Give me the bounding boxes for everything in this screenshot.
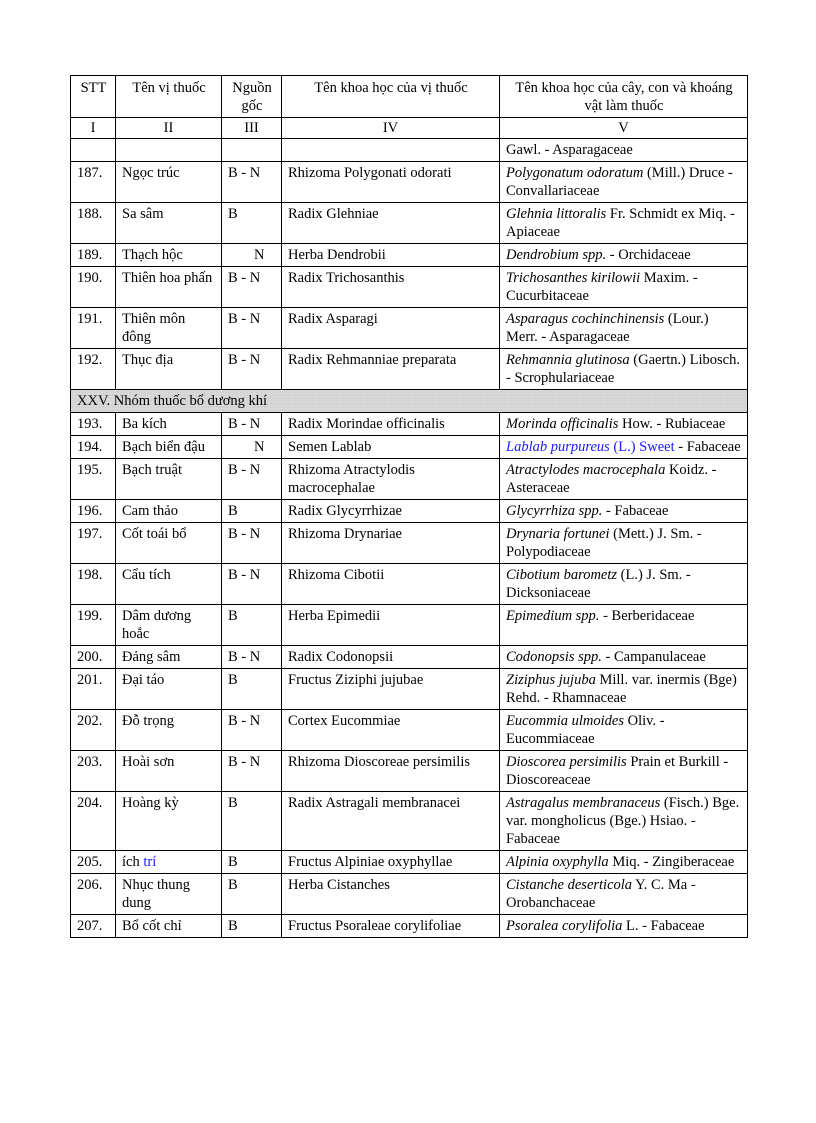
row-stt: 190. [71, 267, 116, 308]
row-stt: 194. [71, 436, 116, 459]
row-name: Cốt toái bổ [116, 523, 222, 564]
row-name: Thiên hoa phấn [116, 267, 222, 308]
row-author: Koidz. - Asteraceae [506, 462, 717, 496]
table-row [71, 669, 748, 710]
row-source [500, 751, 748, 792]
row-stt: 199. [71, 605, 116, 646]
table-row [71, 751, 748, 792]
row-author: (Mett.) J. Sm. - Polypodiaceae [506, 526, 702, 560]
row-author: Miq. - Zingiberaceae [608, 854, 735, 870]
row-name: Nhục thung dung [116, 874, 222, 915]
row-author: - Fabaceae [602, 503, 669, 519]
table-row [71, 523, 748, 564]
row-name: Đảng sâm [116, 646, 222, 669]
row-drug: Semen Lablab [282, 436, 500, 459]
rows-group-205 [71, 851, 748, 874]
row-drug: Herba Epimedii [282, 605, 500, 646]
header-sci-source: Tên khoa học của cây, con và khoáng vật làm thuốc [500, 76, 748, 118]
row-origin: B - N [222, 162, 282, 203]
row-name: Cẩu tích [116, 564, 222, 605]
row-name: Cam thảo [116, 500, 222, 523]
row-species: Atractylodes macrocephala [506, 462, 666, 478]
row-source [500, 203, 748, 244]
row-author: (Gaertn.) Libosch. - Scrophulariaceae [506, 352, 740, 386]
row-origin: B [222, 915, 282, 938]
row-origin: B - N [222, 751, 282, 792]
row-origin: N [222, 244, 282, 267]
table-row [71, 915, 748, 938]
row-species: Ziziphus jujuba [506, 672, 596, 688]
row-drug: Radix Codonopsii [282, 646, 500, 669]
row-name: Dâm dương hoắc [116, 605, 222, 646]
row-source [500, 523, 748, 564]
row-species: Eucommia ulmoides [506, 713, 624, 729]
herb-table [70, 75, 748, 938]
row-drug: Radix Rehmanniae preparata [282, 349, 500, 390]
row-species: Dioscorea persimilis [506, 754, 627, 770]
row-source [500, 308, 748, 349]
row-species: Morinda officinalis [506, 416, 619, 432]
row-stt: 192. [71, 349, 116, 390]
row-origin: B - N [222, 523, 282, 564]
row-author: (Mill.) Druce - Convallariaceae [506, 165, 733, 199]
row-stt: 201. [71, 669, 116, 710]
row-name: Bạch biển đậu [116, 436, 222, 459]
row-origin: B - N [222, 308, 282, 349]
row-name: Bổ cốt chỉ [116, 915, 222, 938]
row-author: (Fisch.) Bge. var. mongholicus (Bge.) Hsiao. - Fabaceae [506, 795, 740, 847]
row-species: Dendrobium spp. [506, 247, 607, 263]
row-stt: 207. [71, 915, 116, 938]
row-name: Hoài sơn [116, 751, 222, 792]
group-section [71, 390, 748, 413]
table-row [71, 267, 748, 308]
row-stt: 203. [71, 751, 116, 792]
table-row [71, 500, 748, 523]
table-row [71, 874, 748, 915]
header-origin: Nguồn gốc [222, 76, 282, 118]
row-origin: B - N [222, 267, 282, 308]
row-name: Thạch hộc [116, 244, 222, 267]
row-stt: 202. [71, 710, 116, 751]
row-species: Asparagus cochinchinensis [506, 311, 665, 327]
row-species: Drynaria fortunei [506, 526, 610, 542]
row-source [500, 915, 748, 938]
rows-group-b [71, 459, 748, 851]
header-name: Tên vị thuốc [116, 76, 222, 118]
row-source [500, 244, 748, 267]
rows-group-c [71, 874, 748, 938]
row-author: (L.) J. Sm. - Dicksoniaceae [506, 567, 691, 601]
roman-5: V [500, 118, 748, 139]
row-origin: B [222, 851, 282, 874]
row-species: Glehnia littoralis [506, 206, 607, 222]
rows-group-193 [71, 413, 748, 436]
row-origin: B [222, 874, 282, 915]
row-drug: Fructus Psoraleae corylifoliae [282, 915, 500, 938]
row-source [500, 646, 748, 669]
row-name-part: ích [122, 854, 144, 870]
row-drug: Radix Astragali membranacei [282, 792, 500, 851]
table-row [71, 413, 748, 436]
row-species: Cibotium barometz [506, 567, 618, 583]
table-row [71, 459, 748, 500]
row-source [500, 851, 748, 874]
row-author: - Campanulaceae [601, 649, 706, 665]
table-row [71, 308, 748, 349]
table-row [71, 851, 748, 874]
row-stt: 206. [71, 874, 116, 915]
row-origin: B - N [222, 564, 282, 605]
row-drug: Rhizoma Dioscoreae persimilis [282, 751, 500, 792]
row-source [500, 267, 748, 308]
row-drug: Rhizoma Drynariae [282, 523, 500, 564]
row-drug: Herba Cistanches [282, 874, 500, 915]
table-row [71, 646, 748, 669]
table-row [71, 564, 748, 605]
roman-4: IV [282, 118, 500, 139]
table-row [71, 244, 748, 267]
row-name: Hoàng kỳ [116, 792, 222, 851]
header-stt: STT [71, 76, 116, 118]
row-stt: 204. [71, 792, 116, 851]
table-row [71, 162, 748, 203]
header-sci-drug: Tên khoa học của vị thuốc [282, 76, 500, 118]
row-source [500, 792, 748, 851]
row-name: Bạch truật [116, 459, 222, 500]
row-source [500, 436, 748, 459]
row-source [500, 413, 748, 436]
row-drug: Fructus Alpiniae oxyphyllae [282, 851, 500, 874]
row-source [500, 162, 748, 203]
row-drug: Rhizoma Atractylodis macrocephalae [282, 459, 500, 500]
table-row [71, 436, 748, 459]
row-source [500, 500, 748, 523]
roman-1: I [71, 118, 116, 139]
row-stt: 197. [71, 523, 116, 564]
row-source [500, 874, 748, 915]
row-source [500, 669, 748, 710]
row-origin: B [222, 669, 282, 710]
row-species: Trichosanthes kirilowii [506, 270, 641, 286]
row-species: Astragalus membranaceus [506, 795, 661, 811]
row-source [500, 349, 748, 390]
row-name: Thiên môn đông [116, 308, 222, 349]
row-stt: 200. [71, 646, 116, 669]
row-stt: 188. [71, 203, 116, 244]
group-header-row [71, 390, 748, 413]
row-origin: N [222, 436, 282, 459]
row-stt: 205. [71, 851, 116, 874]
row-origin: B [222, 792, 282, 851]
row-author: Fr. Schmidt ex Miq. - Apiaceae [506, 206, 735, 240]
group-title: XXV. Nhóm thuốc bổ dương khí [71, 390, 748, 413]
row-stt: 195. [71, 459, 116, 500]
roman-2: II [116, 118, 222, 139]
rows-group-a [71, 162, 748, 390]
row-name: Đỗ trọng [116, 710, 222, 751]
row-origin: B - N [222, 349, 282, 390]
row-species: Alpinia oxyphylla [506, 854, 609, 870]
row-name-link[interactable]: trí [143, 854, 157, 870]
row-author: Mill. var. inermis (Bge) Rehd. - Rhamnaceae [506, 672, 737, 706]
row-source [500, 459, 748, 500]
table-row [71, 710, 748, 751]
table-body [71, 139, 748, 162]
rows-group-194 [71, 436, 748, 459]
continuation-row [71, 139, 748, 162]
row-source [500, 605, 748, 646]
row-name: Đại táo [116, 669, 222, 710]
row-species: Psoralea corylifolia [506, 918, 623, 934]
row-species: Epimedium spp. [506, 608, 600, 624]
row-species: Glycyrrhiza spp. [506, 503, 603, 519]
row-stt: 191. [71, 308, 116, 349]
row-stt: 193. [71, 413, 116, 436]
species-link[interactable]: Lablab purpureus [506, 439, 610, 455]
row-species: Codonopsis spp. [506, 649, 602, 665]
row-drug: Radix Morindae officinalis [282, 413, 500, 436]
row-drug: Radix Trichosanthis [282, 267, 500, 308]
row-stt: 187. [71, 162, 116, 203]
row-drug: Radix Glehniae [282, 203, 500, 244]
row-name: Ngọc trúc [116, 162, 222, 203]
row-drug: Rhizoma Polygonati odorati [282, 162, 500, 203]
row-source [500, 710, 748, 751]
row-drug: Rhizoma Cibotii [282, 564, 500, 605]
continuation-text: Gawl. - Asparagaceae [500, 139, 748, 162]
roman-3: III [222, 118, 282, 139]
row-family: - Fabaceae [674, 439, 741, 455]
row-drug: Herba Dendrobii [282, 244, 500, 267]
row-species: Polygonatum odoratum [506, 165, 644, 181]
row-origin: B [222, 203, 282, 244]
row-species: Rehmannia glutinosa [506, 352, 630, 368]
row-origin: B [222, 500, 282, 523]
row-author: (Lour.) Merr. - Asparagaceae [506, 311, 709, 345]
row-author: Oliv. - Eucommiaceae [506, 713, 665, 747]
table-row [71, 792, 748, 851]
row-species: Cistanche deserticola [506, 877, 633, 893]
row-origin: B - N [222, 459, 282, 500]
row-stt: 189. [71, 244, 116, 267]
row-drug: Radix Glycyrrhizae [282, 500, 500, 523]
row-author: Prain et Burkill - Dioscoreaceae [506, 754, 729, 788]
table-row [71, 203, 748, 244]
row-name [116, 851, 222, 874]
author-link[interactable]: (L.) Sweet [609, 439, 675, 455]
row-origin: B - N [222, 646, 282, 669]
row-stt: 198. [71, 564, 116, 605]
row-drug: Cortex Eucommiae [282, 710, 500, 751]
row-stt: 196. [71, 500, 116, 523]
roman-row [71, 118, 748, 139]
row-author: Maxim. - Cucurbitaceae [506, 270, 698, 304]
row-source [500, 564, 748, 605]
row-drug: Fructus Ziziphi jujubae [282, 669, 500, 710]
header-row [71, 76, 748, 118]
row-origin: B - N [222, 413, 282, 436]
row-author: L. - Fabaceae [622, 918, 705, 934]
row-name: Thục địa [116, 349, 222, 390]
table-row [71, 349, 748, 390]
row-drug: Radix Asparagi [282, 308, 500, 349]
row-author: How. - Rubiaceae [618, 416, 726, 432]
row-name: Sa sâm [116, 203, 222, 244]
table-row [71, 605, 748, 646]
row-author: Y. C. Ma - Orobanchaceae [506, 877, 696, 911]
row-author: - Orchidaceae [606, 247, 691, 263]
row-origin: B [222, 605, 282, 646]
row-author: - Berberidaceae [599, 608, 695, 624]
row-origin: B - N [222, 710, 282, 751]
row-name: Ba kích [116, 413, 222, 436]
